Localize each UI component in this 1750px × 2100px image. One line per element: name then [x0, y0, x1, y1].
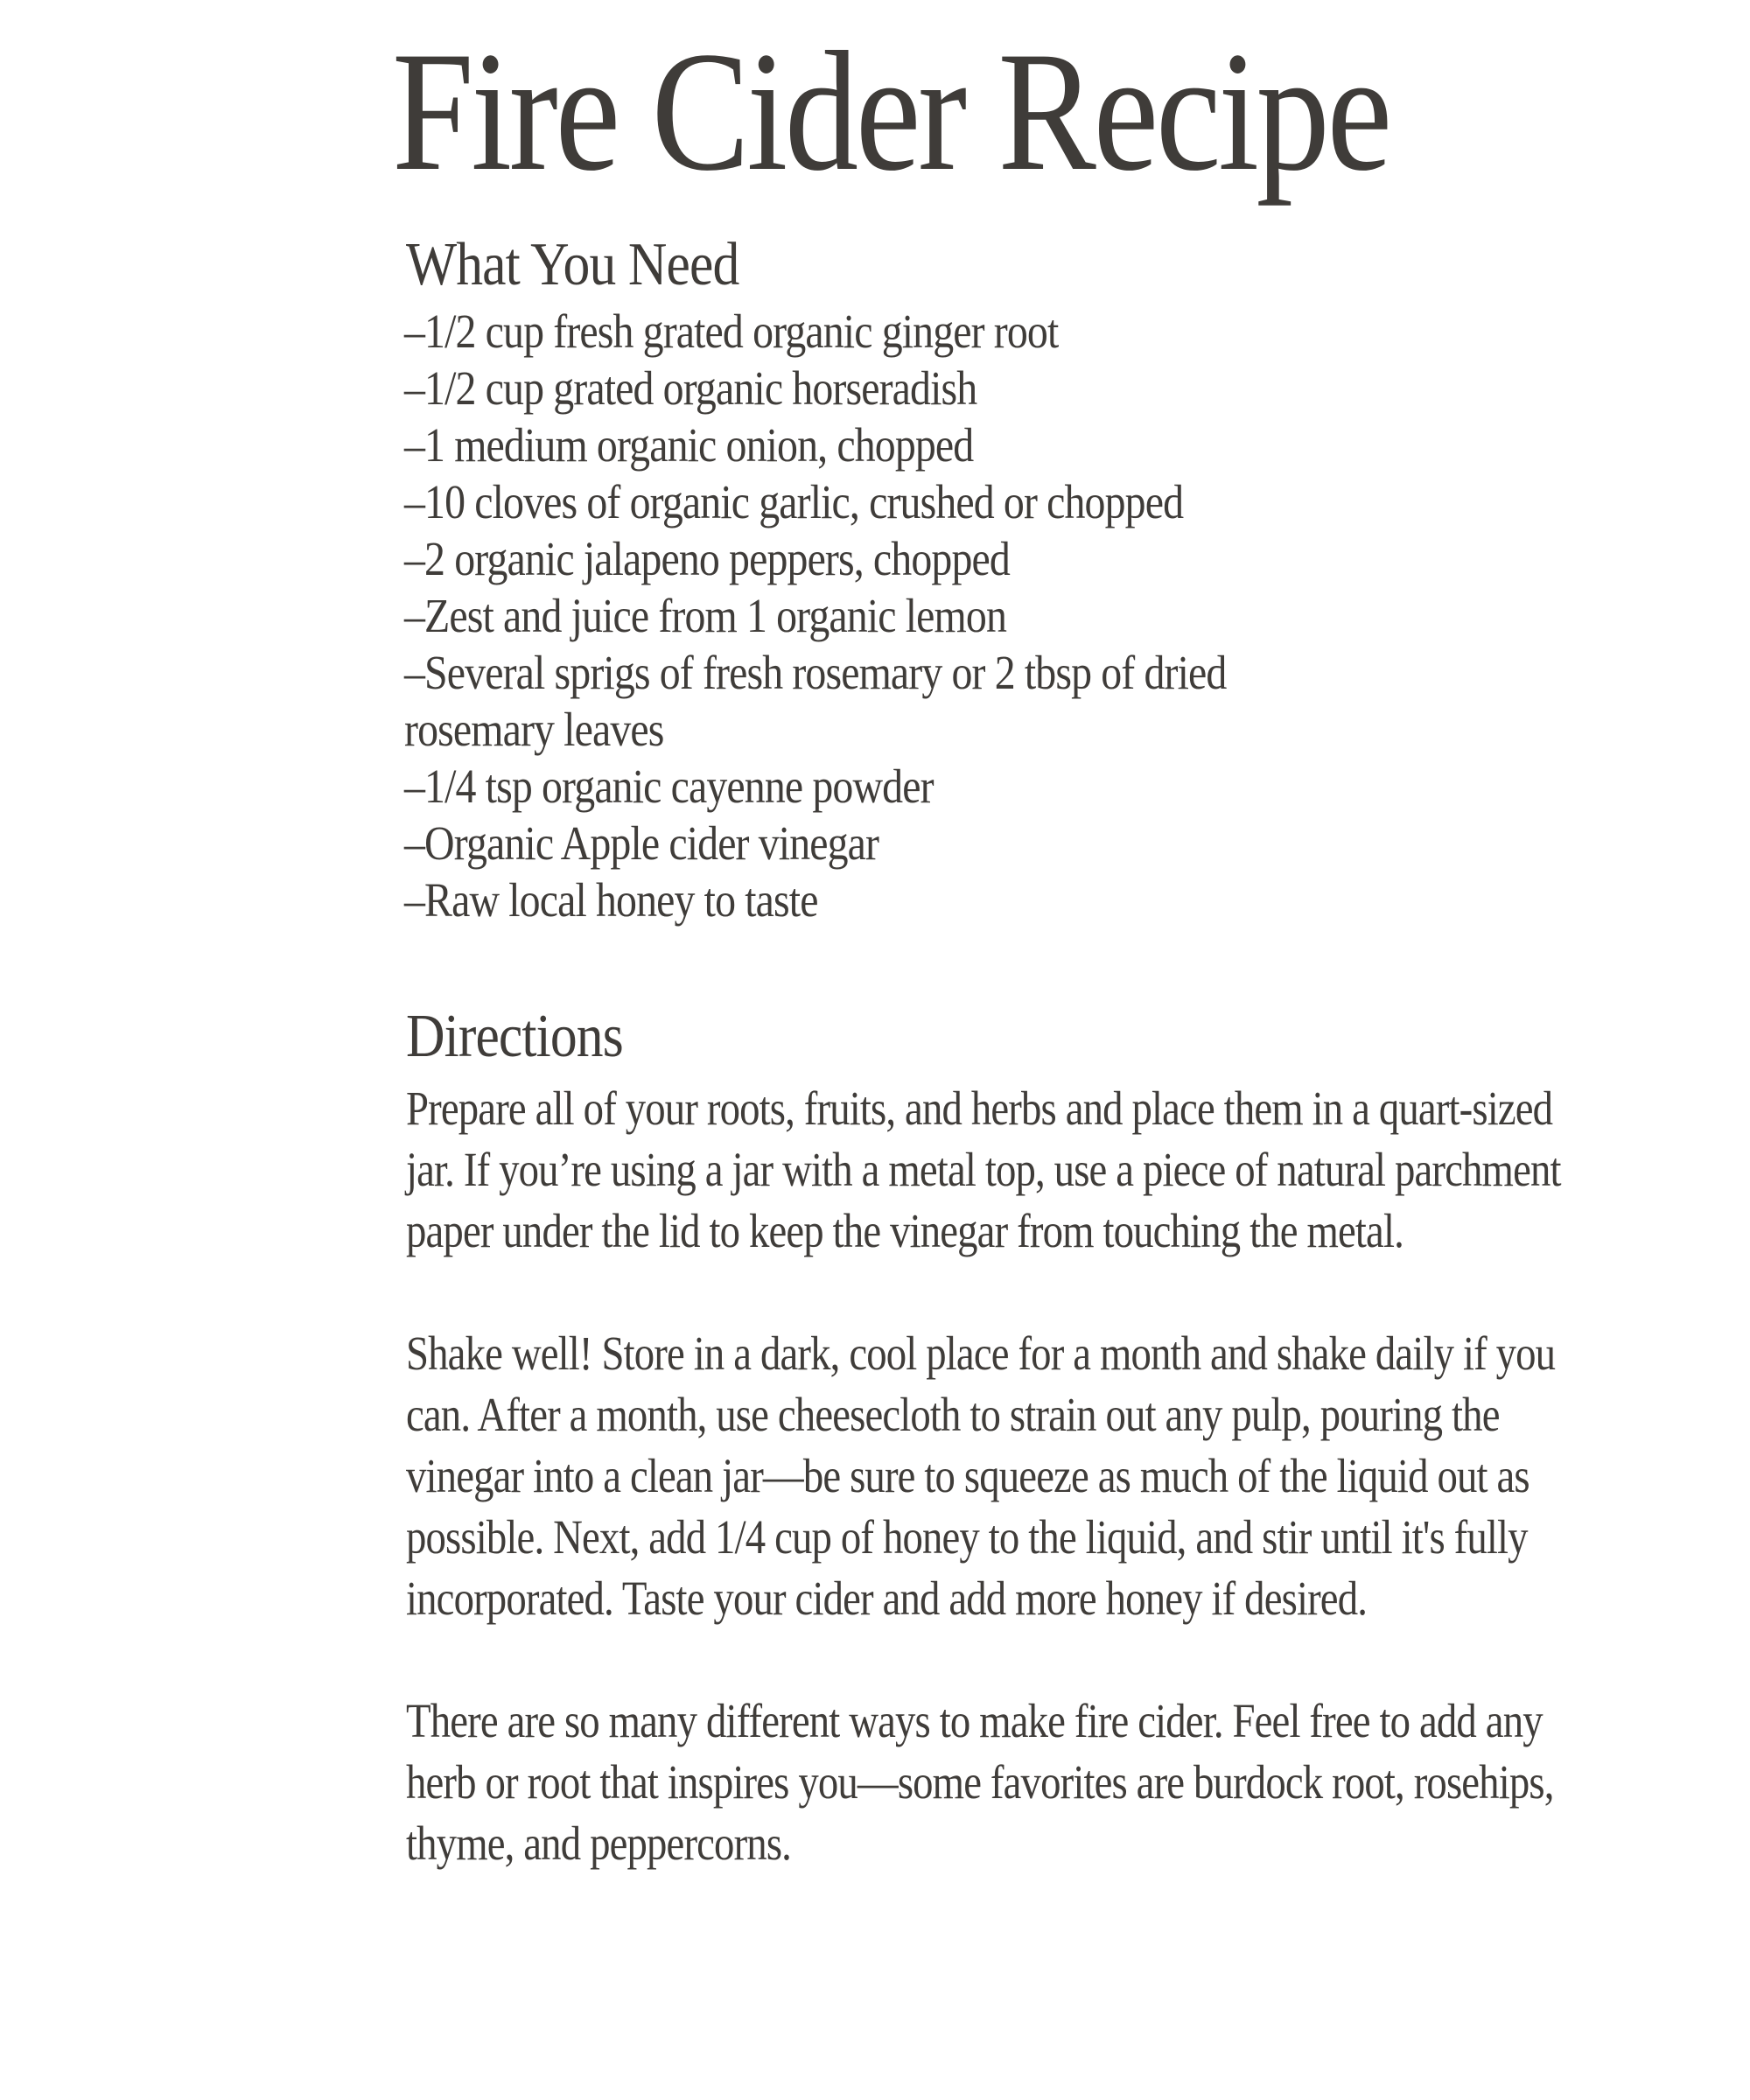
directions-body — [406, 1078, 1631, 1874]
what-you-need-section — [406, 228, 1631, 928]
ingredient-item: –2 organic jalapeno peppers, chopped — [404, 532, 1010, 585]
what-you-need-heading: What You Need — [406, 231, 739, 298]
directions-paragraph: There are so many different ways to make fire cider. Feel free to add any herb or root that inspires you—some favorites are burdock root, rosehips, thyme, and peppercorns. — [406, 1694, 1554, 1870]
directions-section — [406, 999, 1631, 1936]
directions-paragraph: Prepare all of your roots, fruits, and herbs and place them in a quart-sized jar. If you’re using a jar with a metal top, use a piece of natural parchment paper under the lid to keep the vinegar from touching the metal. — [406, 1082, 1561, 1257]
ingredient-item: –1/4 tsp organic cayenne powder — [404, 760, 934, 813]
ingredient-item: –Several sprigs of fresh rosemary or 2 tbsp of dried rosemary leaves — [404, 646, 1227, 756]
ingredient-item: –Raw local honey to taste — [404, 873, 818, 927]
ingredient-item: –Organic Apple cider vinegar — [404, 816, 879, 870]
ingredient-list — [406, 303, 1368, 928]
ingredient-item: –10 cloves of organic garlic, crushed or chopped — [404, 475, 1184, 528]
ingredient-item: –1 medium organic onion, chopped — [404, 418, 974, 472]
directions-paragraph: Shake well! Store in a dark, cool place for a month and shake daily if you can. After a month, use cheesecloth to strain out any pulp, pouring the vinegar into a clean jar—be sure to squeeze as much of the liquid out as possible. Next, add 1/4 cup of honey to the liquid, and stir until it's fully incorporated. Taste your cider and add more honey if desired. — [406, 1326, 1556, 1625]
ingredient-item: –1/2 cup grated organic horseradish — [404, 361, 977, 415]
directions-heading: Directions — [406, 1003, 623, 1070]
ingredient-item: –Zest and juice from 1 organic lemon — [404, 589, 1007, 642]
page-title: Fire Cider Recipe — [392, 17, 1390, 206]
ingredient-item: –1/2 cup fresh grated organic ginger root — [404, 304, 1059, 358]
